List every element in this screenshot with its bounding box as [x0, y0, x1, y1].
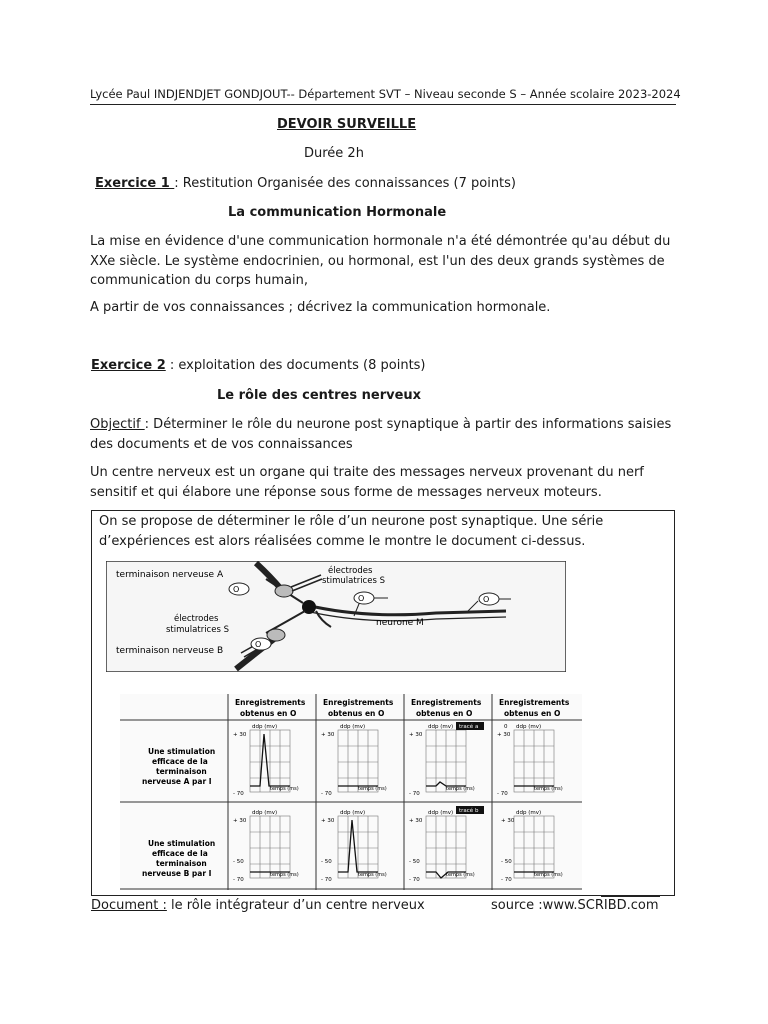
col-header-2-line1: Enregistrements [323, 698, 394, 707]
source-caption: source :www.SCRIBD.com [491, 898, 659, 913]
ylabel-r2c2: ddp (mv) [340, 810, 366, 816]
ytick-top-r2c2: + 30 [321, 818, 335, 824]
xlabel-r1c2: temps (ms) [358, 786, 387, 792]
exercise-1-paragraph-2: A partir de vos connaissances ; décrivez la communication hormonale. [90, 300, 551, 315]
ylabel-r1c4: ddp (mv) [516, 724, 542, 730]
col-header-3-line2: obtenus en O [416, 709, 473, 718]
ytick-top-r1c1: + 30 [233, 732, 247, 738]
exercise-1-subtitle: La communication Hormonale [228, 205, 447, 220]
o4-label: O [483, 595, 490, 604]
o2-label: O [255, 640, 262, 649]
row2-label-line4: nerveuse B par I [142, 869, 212, 878]
ytick-bot-r2c3: - 70 [409, 877, 420, 883]
xlabel-r1c1: temps (ms) [270, 786, 299, 792]
ytick-top-r1c3: + 30 [409, 732, 423, 738]
ylabel-r1c2: ddp (mv) [340, 724, 366, 730]
recordings-table [120, 694, 582, 890]
electrodes-s1-line2: stimulatrices S [322, 576, 385, 586]
ylabel-r1c1: ddp (mv) [252, 724, 278, 730]
o3-label: O [358, 594, 365, 603]
trace-a-label: tracé a [459, 724, 479, 730]
electrodes-s1-line1: électrodes [328, 566, 373, 576]
ytick-mid-r2c1: - 50 [233, 859, 244, 865]
neuron-diagram [106, 561, 566, 672]
ytick-top-r2c3: + 30 [409, 818, 423, 824]
exercise-2-label: Exercice 2 [91, 358, 166, 373]
ytick-bot-r2c1: - 70 [233, 877, 244, 883]
exercise-1-label: Exercice 1 [95, 176, 175, 191]
ytick-zero-r1c4: 0 [504, 724, 508, 730]
ytick-bot-r2c4: - 70 [501, 877, 512, 883]
header-rule [90, 104, 676, 105]
ytick-bot-r1c3: - 70 [409, 791, 420, 797]
col-header-3-line1: Enregistrements [411, 698, 482, 707]
row2-label-line2: efficace de la [152, 849, 208, 858]
xlabel-r1c3: temps (ms) [446, 786, 475, 792]
col-header-4-line1: Enregistrements [499, 698, 570, 707]
ylabel-r2c1: ddp (mv) [252, 810, 278, 816]
source-rule [601, 896, 660, 897]
exercise-1-description: : Restitution Organisée des connaissances (7 points) [174, 176, 517, 191]
col-header-1-line2: obtenus en O [240, 709, 297, 718]
duration: Durée 2h [304, 146, 364, 161]
ylabel-r2c3: ddp (mv) [428, 810, 454, 816]
o1-label: O [233, 585, 240, 594]
trace-b-label: tracé b [459, 808, 479, 814]
xlabel-r2c1: temps (ms) [270, 872, 299, 878]
ytick-bot-r2c2: - 70 [321, 877, 332, 883]
terminal-a-label: terminaison nerveuse A [116, 570, 224, 580]
neuron-m-label: neurone M [376, 618, 424, 628]
ytick-bot-r1c2: - 70 [321, 791, 332, 797]
row1-label-line1: Une stimulation [148, 747, 216, 756]
row1-label-line3: terminaison [156, 767, 207, 776]
electrodes-s2-line2: stimulatrices S [166, 625, 229, 635]
col-header-1-line1: Enregistrements [235, 698, 306, 707]
ytick-bot-r1c1: - 70 [233, 791, 244, 797]
exercise-1-heading [95, 174, 516, 194]
ytick-bot-r1c4: - 70 [497, 791, 508, 797]
objective-text: : Déterminer le rôle du neurone post synaptique à partir des informations saisies des documents et de vos connaissances [90, 417, 672, 452]
xlabel-r2c3: temps (ms) [446, 872, 475, 878]
exercise-2-subtitle: Le rôle des centres nerveux [217, 388, 422, 403]
electrodes-s2-line1: électrodes [174, 614, 219, 624]
xlabel-r2c4: temps (ms) [534, 872, 563, 878]
row1-label-line4: nerveuse A par I [142, 777, 212, 786]
xlabel-r1c4: temps (ms) [534, 786, 563, 792]
page-title: DEVOIR SURVEILLE [277, 117, 417, 132]
exercise-2-description: : exploitation des documents (8 points) [165, 358, 426, 373]
ytick-top-r1c4: + 30 [497, 732, 511, 738]
row1-label-line2: efficace de la [152, 757, 208, 766]
ylabel-r2c4: ddp (mv) [516, 810, 542, 816]
document-caption-text: le rôle intégrateur d’un centre nerveux [166, 898, 425, 913]
document-caption-label: Document : [91, 898, 167, 913]
ytick-mid-r2c4: - 50 [501, 859, 512, 865]
row2-label-line1: Une stimulation [148, 839, 216, 848]
objective-label: Objectif [90, 417, 145, 432]
page-header: Lycée Paul INDJENDJET GONDJOUT-- Département SVT – Niveau seconde S – Année scolaire 2023-2024 [90, 87, 681, 101]
ytick-top-r1c2: + 30 [321, 732, 335, 738]
ytick-mid-r2c3: - 50 [409, 859, 420, 865]
exercise-2-objective [90, 415, 680, 454]
document-box-text: On se propose de déterminer le rôle d’un neurone post synaptique. Une série d’expériences est alors réalisées comme le montre le document ci-dessus. [99, 514, 604, 549]
ytick-top-r2c1: + 30 [233, 818, 247, 824]
ytick-mid-r2c2: - 50 [321, 859, 332, 865]
terminal-b-label: terminaison nerveuse B [116, 646, 224, 656]
xlabel-r2c2: temps (ms) [358, 872, 387, 878]
exercise-1-paragraph-1: La mise en évidence d'une communication hormonale n'a été démontrée qu'au début du XXe siècle. Le système endocrinien, ou hormonal, est l'un des deux grands systèmes de communication du corps humain, [90, 234, 671, 288]
exercise-2-paragraph: Un centre nerveux est un organe qui traite des messages nerveux provenant du nerf sensitif et qui élabore une réponse sous forme de messages nerveux moteurs. [90, 465, 644, 500]
ylabel-r1c3: ddp (mv) [428, 724, 454, 730]
row2-label-line3: terminaison [156, 859, 207, 868]
document-caption [91, 898, 425, 913]
col-header-2-line2: obtenus en O [328, 709, 385, 718]
exercise-2-heading [91, 356, 426, 376]
ytick-top-r2c4: + 30 [501, 818, 515, 824]
col-header-4-line2: obtenus en O [504, 709, 561, 718]
